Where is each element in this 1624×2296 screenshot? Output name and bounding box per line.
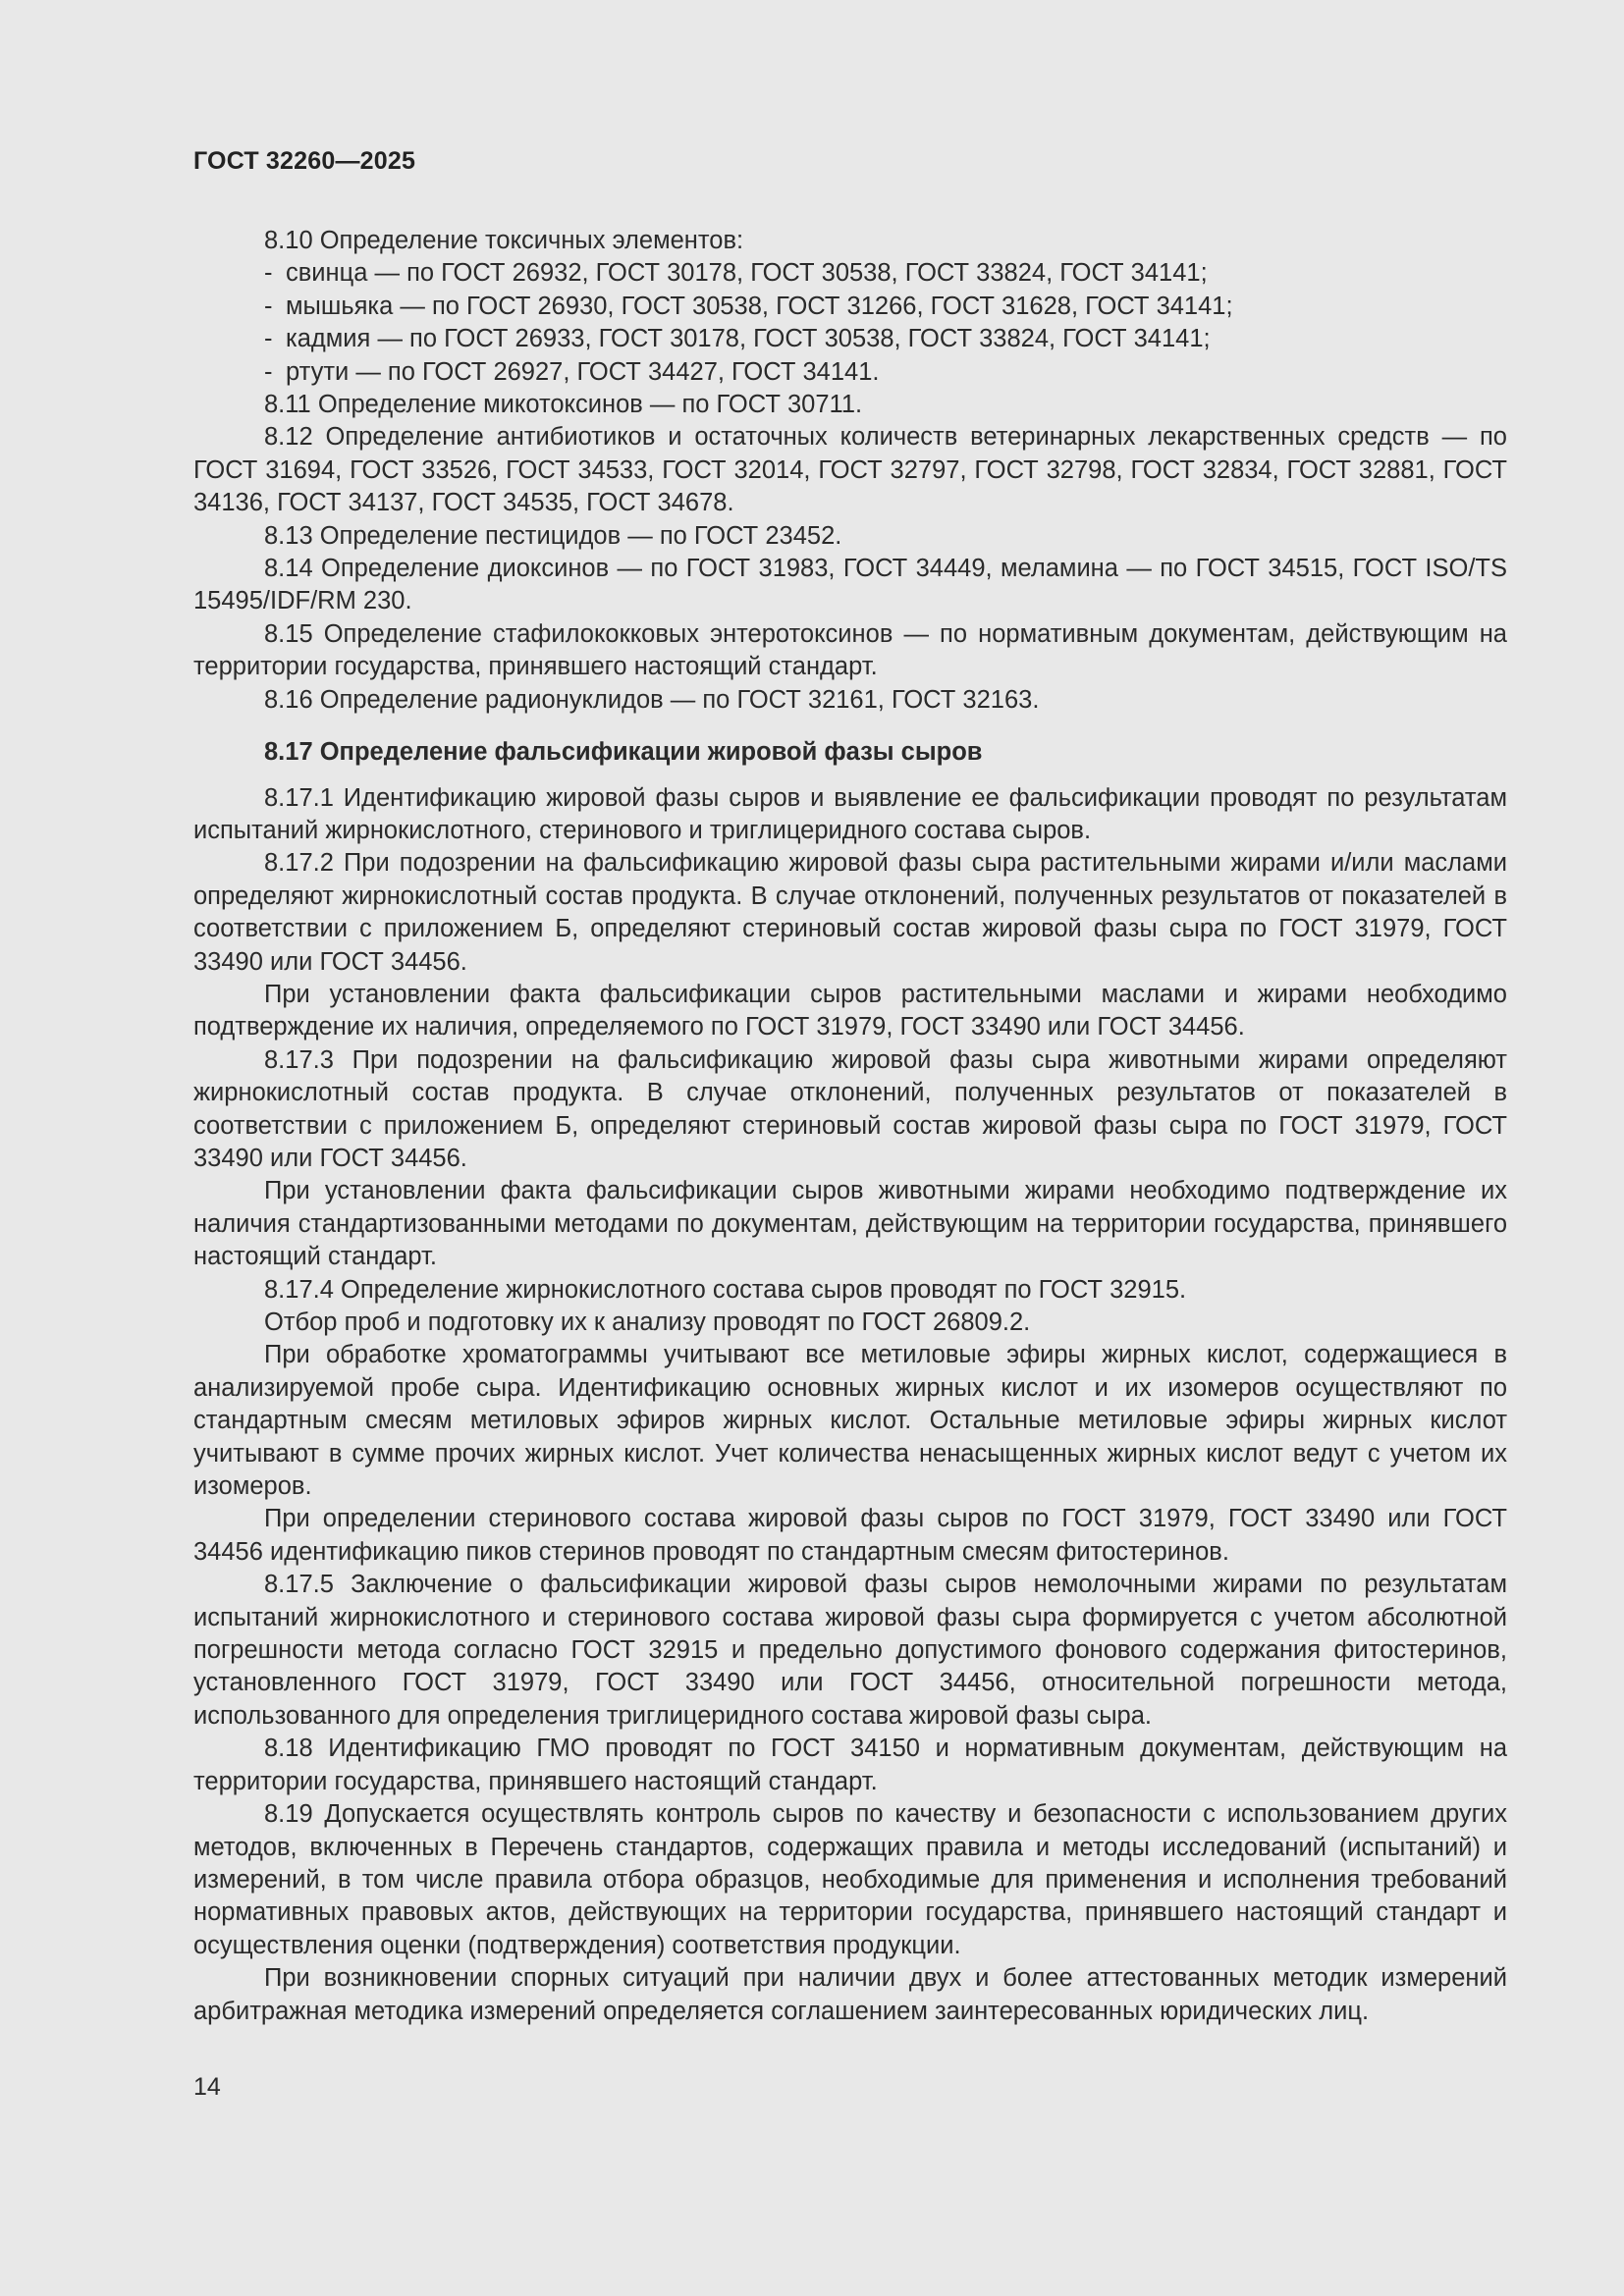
paragraph-8-17-2: 8.17.2 При подозрении на фальсификацию жировой фазы сыра растительными жирами и/или маслами определяют жирнокислотный состав продукта. В случае отклонений, полученных результатов от показателей в соответствии с приложением Б, определяют стериновый состав жировой фазы сыра по ГОСТ 31979, ГОСТ 33490 или ГОСТ 34456. — [193, 849, 1507, 976]
paragraph-8-17-3: 8.17.3 При подозрении на фальсификацию жировой фазы сыра животными жирами определяют жирнокислотный состав продукта. В случае отклонений, полученных результатов от показателей в соответствии с приложением Б, определяют стериновый состав жировой фазы сыра по ГОСТ 31979, ГОСТ 33490 или ГОСТ 34456. — [193, 1045, 1507, 1172]
document-code-header: ГОСТ 32260—2025 — [193, 147, 416, 175]
paragraph-8-11: 8.11 Определение микотоксинов — по ГОСТ 30711. — [264, 391, 863, 419]
paragraph-8-17-4-sterols: При определении стеринового состава жировой фазы сыров по ГОСТ 31979, ГОСТ 33490 или ГОСТ 34456 идентификацию пиков стеринов проводят по стандартным смесям фитостеринов. — [193, 1505, 1507, 1566]
paragraph-8-17-4-chromatogram: При обработке хроматограммы учитывают все метиловые эфиры жирных кислот, содержащиеся в анализируемой пробе сыра. Идентификацию основных жирных кислот и их изомеров осуществляют по стандартным смесям метиловых эфиров жирных кислот. Остальные метиловые эфиры жирных кислот учитывают в сумме прочих жирных кислот. Учет количества ненасыщенных жирных кислот ведут с учетом их изомеров. — [193, 1341, 1507, 1501]
list-item-text: свинца — по ГОСТ 26932, ГОСТ 30178, ГОСТ 30538, ГОСТ 33824, ГОСТ 34141; — [286, 259, 1208, 288]
paragraph-8-17-2-continued: При установлении факта фальсификации сыров растительными маслами и жирами необходимо подтверждение их наличия, определяемого по ГОСТ 31979, ГОСТ 33490 или ГОСТ 34456. — [193, 980, 1507, 1041]
list-item-cadmium — [193, 323, 1507, 355]
paragraph-8-17-5: 8.17.5 Заключение о фальсификации жировой фазы сыров немолочными жирами по результатам испытаний жирнокислотного и стеринового состава жировой фазы сыра формируется с учетом абсолютной погрешности метода согласно ГОСТ 32915 и предельно допустимого фонового содержания фитостеринов, установленного ГОСТ 31979, ГОСТ 33490 или ГОСТ 34456, относительной погрешности метода, использованного для определения триглицеридного состава жировой фазы сыра. — [193, 1571, 1507, 1730]
page-number: 14 — [193, 2073, 221, 2101]
paragraph-8-17-4-sampling: Отбор проб и подготовку их к анализу проводят по ГОСТ 26809.2. — [264, 1308, 1031, 1336]
paragraph-8-17-3-continued: При установлении факта фальсификации сыров животными жирами необходимо подтверждение их наличия стандартизованными методами по документам, действующим на территории государства, принявшего настоящий стандарт. — [193, 1177, 1507, 1271]
paragraph-8-17-4: 8.17.4 Определение жирнокислотного состава сыров проводят по ГОСТ 32915. — [264, 1275, 1187, 1304]
paragraph-8-18: 8.18 Идентификацию ГМО проводят по ГОСТ 34150 и нормативным документам, действующим на территории государства, принявшего настоящий стандарт. — [193, 1735, 1507, 1795]
list-item-text: мышьяка — по ГОСТ 26930, ГОСТ 30538, ГОСТ 31266, ГОСТ 31628, ГОСТ 34141; — [286, 292, 1233, 320]
paragraph-8-10: 8.10 Определение токсичных элементов: — [264, 227, 744, 254]
paragraph-8-19: 8.19 Допускается осуществлять контроль сыров по качеству и безопасности с использованием других методов, включенных в Перечень стандартов, содержащих правила и методы исследований (испытаний) и измерений, в том числе правила отбора образцов, необходимые для применения и исполнения требований нормативных правовых актов, действующих на территории государства, принявшего настоящий стандарт и осуществления оценки (подтверждения) соответствия продукции. — [193, 1800, 1507, 1959]
list-dash: - — [264, 259, 273, 288]
list-item-mercury — [193, 356, 1507, 389]
list-dash: - — [264, 325, 273, 353]
paragraph-8-16: 8.16 Определение радионуклидов — по ГОСТ 32161, ГОСТ 32163. — [264, 685, 1040, 714]
list-item-text: ртути — по ГОСТ 26927, ГОСТ 34427, ГОСТ 34141. — [286, 357, 880, 386]
paragraph-8-17-1: 8.17.1 Идентификацию жировой фазы сыров и выявление ее фальсификации проводят по результатам испытаний жирнокислотного, стеринового и триглицеридного состава сыров. — [193, 783, 1507, 844]
paragraph-8-12: 8.12 Определение антибиотиков и остаточных количеств ветеринарных лекарственных средств — по ГОСТ 31694, ГОСТ 33526, ГОСТ 34533, ГОСТ 32014, ГОСТ 32797, ГОСТ 32798, ГОСТ 32834, ГОСТ 32881, ГОСТ 34136, ГОСТ 34137, ГОСТ 34535, ГОСТ 34678. — [193, 423, 1507, 517]
list-dash: - — [264, 292, 273, 320]
list-item-arsenic — [193, 291, 1507, 323]
paragraph-8-15: 8.15 Определение стафилококковых энтеротоксинов — по нормативным документам, действующим на территории государства, принявшего настоящий стандарт. — [193, 619, 1507, 681]
section-heading-8-17: 8.17 Определение фальсификации жировой фазы сыров — [264, 738, 983, 767]
paragraph-8-14: 8.14 Определение диоксинов — по ГОСТ 31983, ГОСТ 34449, меламина — по ГОСТ 34515, ГОСТ ISO/TS 15495/IDF/RM 230. — [193, 555, 1507, 615]
list-dash: - — [264, 357, 273, 386]
paragraph-8-13: 8.13 Определение пестицидов — по ГОСТ 23452. — [264, 521, 842, 550]
list-item-lead — [193, 257, 1507, 290]
document-body — [193, 225, 1507, 2028]
paragraph-8-19-disputes: При возникновении спорных ситуаций при наличии двух и более аттестованных методик измерений арбитражная методика измерений определяется соглашением заинтересованных юридических лиц. — [193, 1964, 1507, 2025]
list-item-text: кадмия — по ГОСТ 26933, ГОСТ 30178, ГОСТ 30538, ГОСТ 33824, ГОСТ 34141; — [286, 325, 1211, 353]
